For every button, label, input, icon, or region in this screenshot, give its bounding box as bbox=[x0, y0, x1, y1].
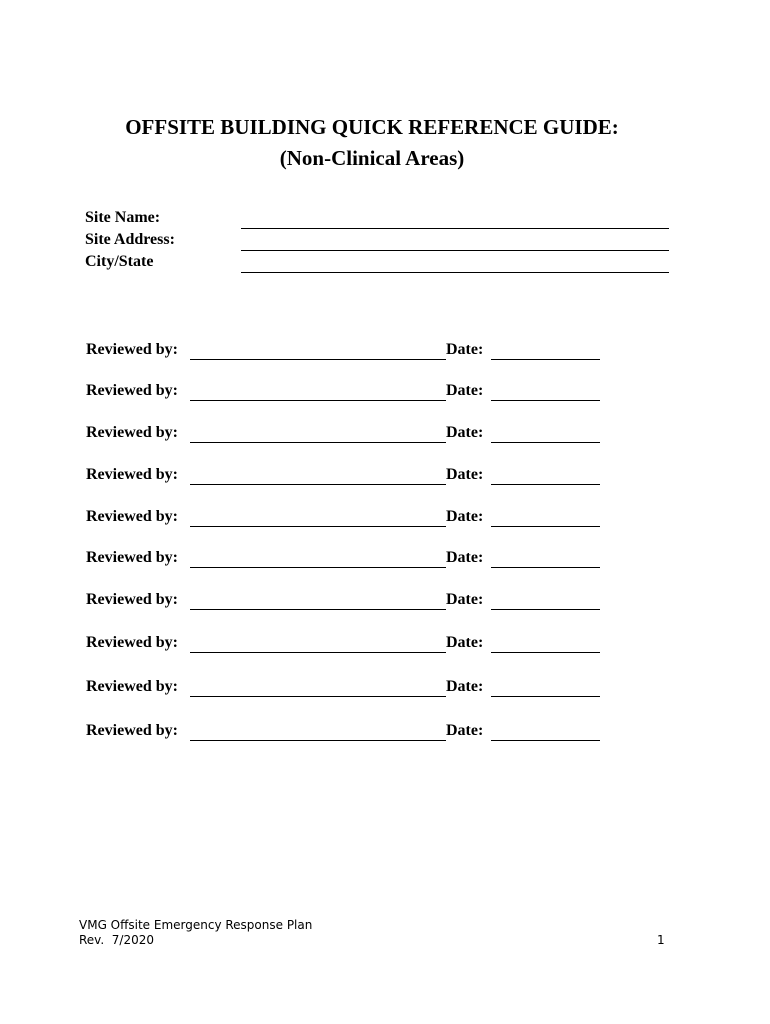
reviewed-by-label: Reviewed by: bbox=[86, 341, 178, 358]
reviewed-by-label: Reviewed by: bbox=[86, 591, 178, 608]
date-label: Date: bbox=[446, 466, 484, 483]
reviewed-by-label: Reviewed by: bbox=[86, 678, 178, 695]
reviewer-field[interactable] bbox=[190, 484, 446, 485]
reviewer-field[interactable] bbox=[190, 400, 446, 401]
footer-doc-name: VMG Offsite Emergency Response Plan bbox=[79, 918, 313, 932]
date-field[interactable] bbox=[491, 609, 600, 610]
reviewed-by-label: Reviewed by: bbox=[86, 466, 178, 483]
site-address-field[interactable] bbox=[241, 250, 669, 251]
reviewer-field[interactable] bbox=[190, 567, 446, 568]
site-name-row bbox=[85, 209, 669, 231]
site-address-row bbox=[85, 231, 669, 253]
site-address-label: Site Address: bbox=[85, 231, 175, 248]
footer-revision: Rev. 7/2020 bbox=[79, 933, 155, 947]
reviewer-field[interactable] bbox=[190, 652, 446, 653]
date-label: Date: bbox=[446, 722, 484, 739]
date-label: Date: bbox=[446, 508, 484, 525]
date-field[interactable] bbox=[491, 484, 600, 485]
reviewed-by-label: Reviewed by: bbox=[86, 549, 178, 566]
reviewer-field[interactable] bbox=[190, 609, 446, 610]
date-field[interactable] bbox=[491, 442, 600, 443]
date-label: Date: bbox=[446, 549, 484, 566]
reviewed-by-label: Reviewed by: bbox=[86, 382, 178, 399]
page-footer bbox=[79, 918, 312, 948]
page-subtitle: (Non-Clinical Areas) bbox=[279, 146, 465, 170]
date-label: Date: bbox=[446, 382, 484, 399]
date-field[interactable] bbox=[491, 567, 600, 568]
site-name-field[interactable] bbox=[241, 228, 669, 229]
date-field[interactable] bbox=[491, 740, 600, 741]
reviewer-field[interactable] bbox=[190, 442, 446, 443]
date-label: Date: bbox=[446, 634, 484, 651]
date-label: Date: bbox=[446, 591, 484, 608]
city-state-row bbox=[85, 253, 669, 275]
city-state-field[interactable] bbox=[241, 272, 669, 273]
reviewer-field[interactable] bbox=[190, 359, 446, 360]
city-state-label: City/State bbox=[85, 253, 154, 270]
reviewed-by-label: Reviewed by: bbox=[86, 424, 178, 441]
date-label: Date: bbox=[446, 424, 484, 441]
date-field[interactable] bbox=[491, 526, 600, 527]
reviewed-by-label: Reviewed by: bbox=[86, 722, 178, 739]
site-name-label: Site Name: bbox=[85, 209, 161, 226]
reviewer-field[interactable] bbox=[190, 696, 446, 697]
date-label: Date: bbox=[446, 341, 484, 358]
page-title: OFFSITE BUILDING QUICK REFERENCE GUIDE: bbox=[125, 115, 619, 139]
reviewer-field[interactable] bbox=[190, 526, 446, 527]
date-field[interactable] bbox=[491, 696, 600, 697]
reviewer-field[interactable] bbox=[190, 740, 446, 741]
date-field[interactable] bbox=[491, 400, 600, 401]
date-label: Date: bbox=[446, 678, 484, 695]
date-field[interactable] bbox=[491, 359, 600, 360]
reviewed-by-label: Reviewed by: bbox=[86, 634, 178, 651]
reviewed-by-label: Reviewed by: bbox=[86, 508, 178, 525]
page-number: 1 bbox=[657, 933, 665, 947]
date-field[interactable] bbox=[491, 652, 600, 653]
